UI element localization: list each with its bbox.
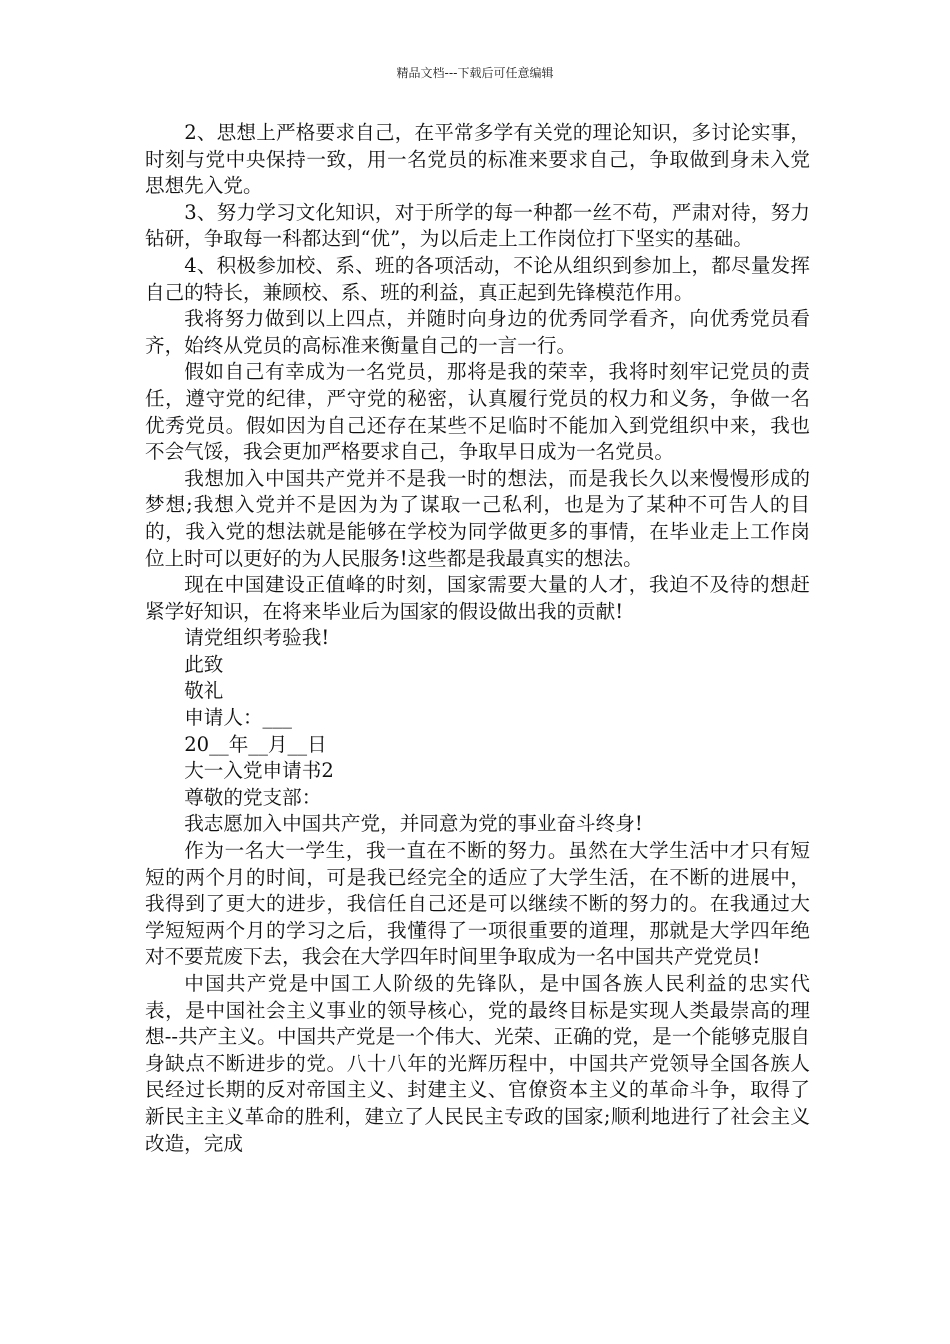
salutation: 尊敬的党支部： (184, 785, 322, 809)
paragraph: 4、积极参加校、系、班的各项活动，不论从组织到参加上，都尽量发挥自己的特长，兼顾校、系、班的利益，真正起到先锋模范作用。 (145, 253, 810, 304)
paragraph: 3、努力学习文化知识，对于所学的每一种都一丝不苟，严肃对待，努力钻研，争取每一科都达到“优”，为以后走上工作岗位打下坚实的基础。 (145, 200, 810, 251)
section-title: 大一入党申请书2 (184, 759, 334, 783)
paragraph: 2、思想上严格要求自己，在平常多学有关党的理论知识，多讨论实事，时刻与党中央保持一致，用一名党员的标准来要求自己，争取做到身未入党思想先入党。 (145, 121, 810, 198)
closing-line: 此致 (184, 652, 224, 676)
closing-line: 敬礼 (184, 679, 224, 703)
date-line: 20__年__月__日 (184, 732, 327, 756)
paragraph: 我志愿加入中国共产党，并同意为党的事业奋斗终身! (184, 812, 643, 836)
paragraph: 中国共产党是中国工人阶级的先锋队，是中国各族人民利益的忠实代表，是中国社会主义事业的领导核心，党的最终目标是实现人类最崇高的理想--共产主义。中国共产党是一个伟大、光荣、正确的党，是一个能够克服自身缺点不断进步的党。八十八年的光辉历程中，中国共产党领导全国各族人民经过长期的反对帝国主义、封建主义、官僚资本主义的革命斗争，取得了新民主主义革命的胜利，建立了人民民主专政的国家;顺利地进行了社会主义改造，完成 (145, 972, 810, 1155)
paragraph: 作为一名大一学生，我一直在不断的努力。虽然在大学生活中才只有短短的两个月的时间，可是我已经完全的适应了大学生活，在不断的进展中，我得到了更大的进步，我信任自己还是可以继续不断的努力的。在我通过大学短短两个月的学习之后，我懂得了一项很重要的道理，那就是大学四年绝对不要荒废下去，我会在大学四年时间里争取成为一名中国共产党党员! (145, 839, 810, 969)
closing-line: 请党组织考验我! (184, 626, 330, 650)
paragraph: 现在中国建设正值峰的时刻，国家需要大量的人才，我迫不及待的想赶紧学好知识，在将来毕业后为国家的假设做出我的贡献! (145, 573, 810, 623)
applicant-line: 申请人：___ (184, 706, 292, 730)
paragraph: 假如自己有幸成为一名党员，那将是我的荣幸，我将时刻牢记党员的责任，遵守党的纪律，严守党的秘密，认真履行党员的权力和义务，争做一名优秀党员。假如因为自己还存在某些不足临时不能加入到党组织中来，我也不会气馁，我会更加严格要求自己，争取早日成为一名党员。 (145, 360, 810, 464)
paragraph: 我将努力做到以上四点，并随时向身边的优秀同学看齐，向优秀党员看齐，始终从党员的高标准来衡量自己的一言一行。 (145, 307, 810, 357)
paragraph: 我想加入中国共产党并不是我一时的想法，而是我长久以来慢慢形成的梦想;我想入党并不是因为为了谋取一己私利，也是为了某种不可告人的目的，我入党的想法就是能够在学校为同学做更多的事情，在毕业走上工作岗位上时可以更好的为人民服务!这些都是我最真实的想法。 (145, 466, 810, 570)
page-header: 精品文档---下载后可任意编辑 (396, 66, 554, 80)
document-body (145, 120, 810, 1157)
